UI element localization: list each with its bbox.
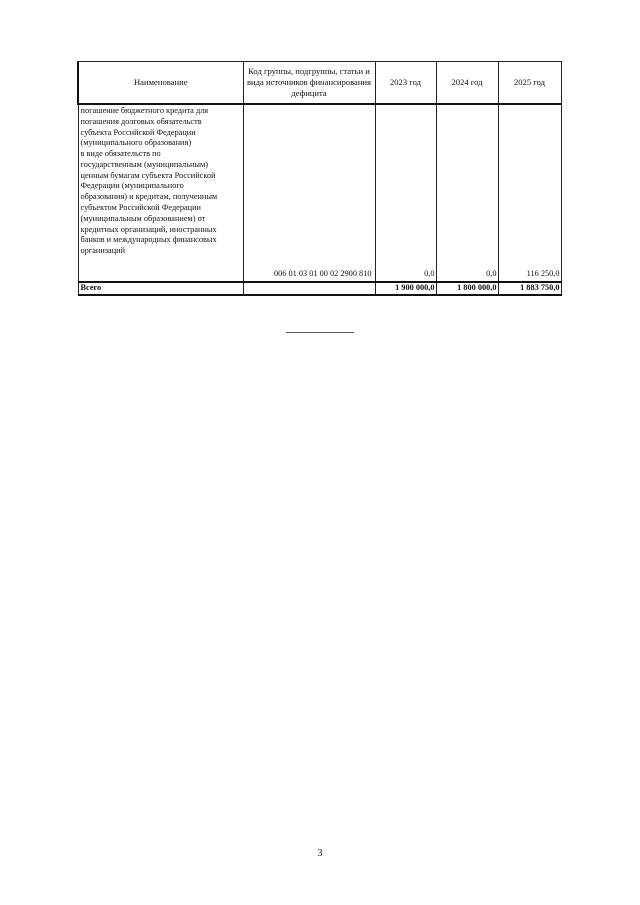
total-label: Всего xyxy=(78,282,243,295)
header-year-2023: 2023 год xyxy=(375,62,436,105)
row-name-cell xyxy=(78,104,243,282)
row-value-2023: 0,0 xyxy=(375,104,436,282)
table-row xyxy=(78,104,561,282)
total-value-2025: 1 883 750,0 xyxy=(498,282,561,295)
header-year-2024: 2024 год xyxy=(436,62,498,105)
header-code: Код группы, подгруппы, статьи и вида источников финансирования дефицита xyxy=(243,62,375,105)
row-value-2025: 116 250,0 xyxy=(498,104,561,282)
total-value-2023: 1 900 000,0 xyxy=(375,282,436,295)
header-name: Наименование xyxy=(78,62,243,105)
budget-sources-table xyxy=(77,61,562,296)
header-year-2025: 2025 год xyxy=(498,62,561,105)
total-value-2024: 1 800 000,0 xyxy=(436,282,498,295)
end-of-table-separator xyxy=(286,332,354,333)
table-header-row xyxy=(78,62,561,105)
row-name-text: погашение бюджетного кредита для погашения долговых обязательств субъекта Российской Федерации (муниципального образования) в виде обязательств по государственным (муниципальным) ценным бумагам субъекта Российской Федерации (муниципального образования) и кредитам, полученным субъектом Российской Федерации (муниципальным образованием) от кредитных организаций, иностранных банков и международных финансовых организаций xyxy=(80,106,218,256)
row-code-cell: 006 01 03 01 00 02 2900 810 xyxy=(243,104,375,282)
total-row xyxy=(78,282,561,295)
total-code-cell xyxy=(243,282,375,295)
row-value-2024: 0,0 xyxy=(436,104,498,282)
page-number: 3 xyxy=(317,848,323,859)
